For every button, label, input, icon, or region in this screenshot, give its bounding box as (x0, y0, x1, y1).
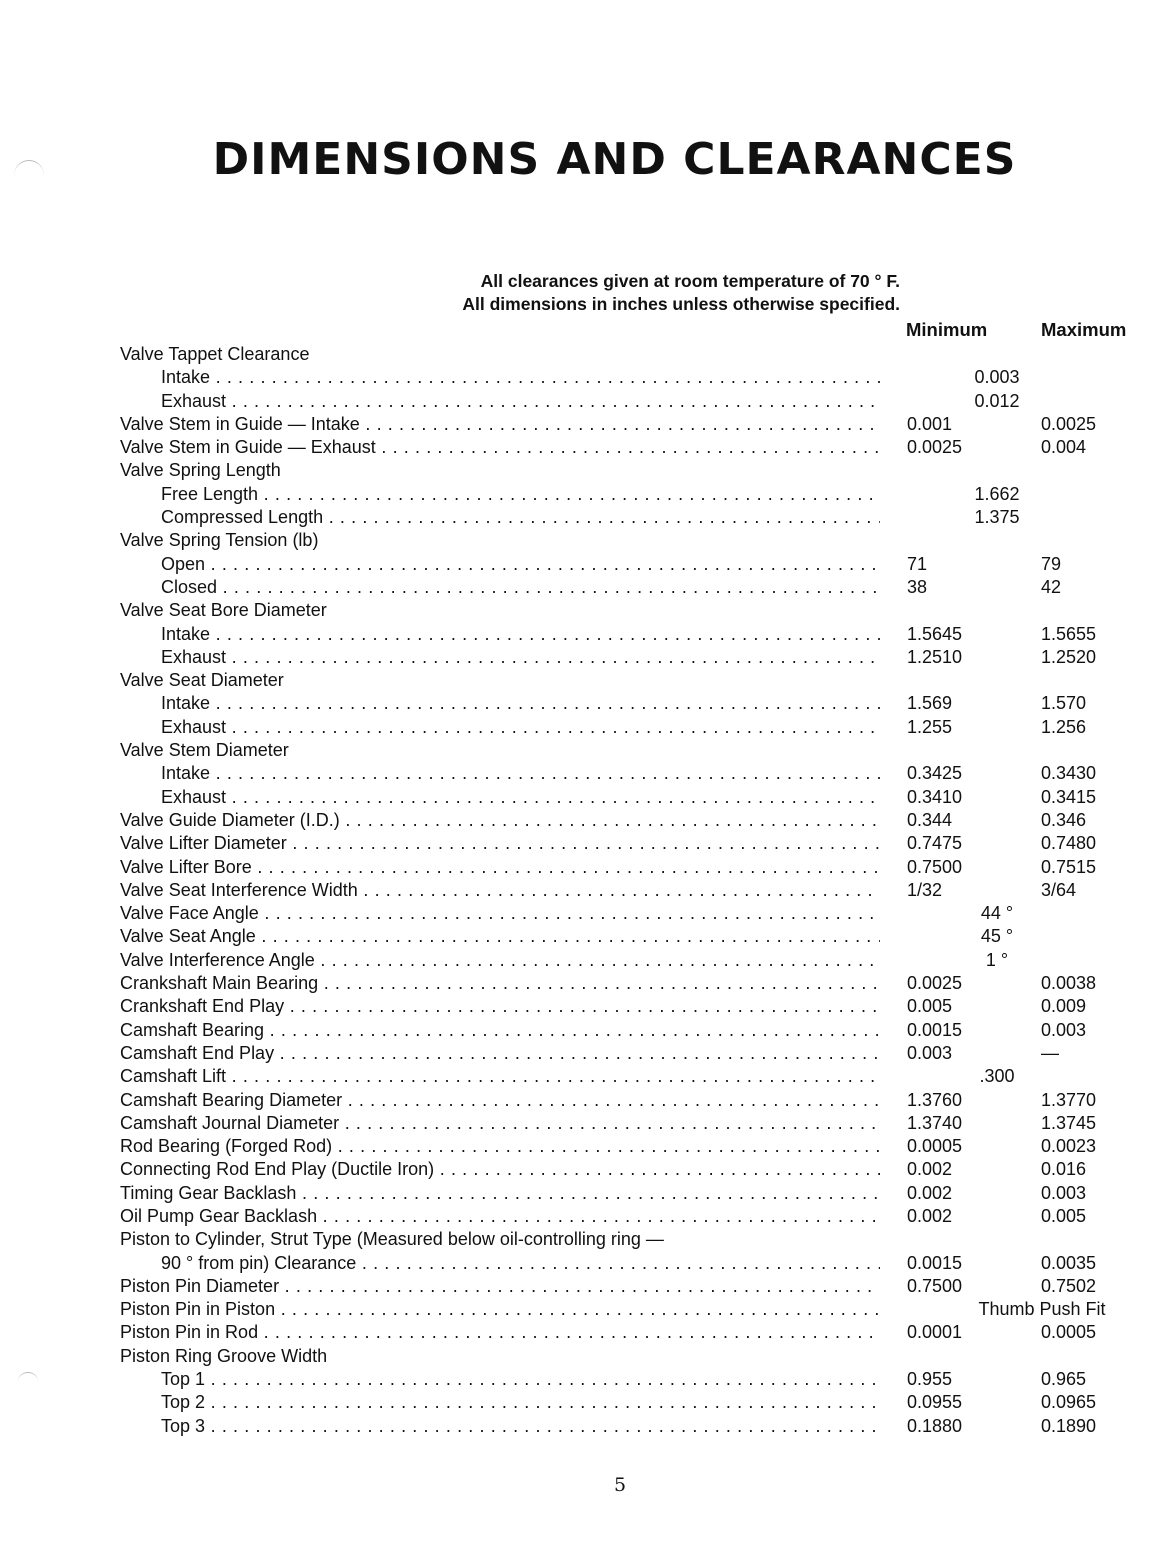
spec-value: 45 ° (980, 926, 1014, 947)
spec-label: Valve Face Angle . . . (120, 902, 880, 925)
spec-max-value: 0.0025 (1041, 413, 1097, 434)
spec-row (120, 1275, 1160, 1298)
spec-label: Valve Stem Diameter (120, 740, 289, 761)
column-header-minimum: Minimum (906, 319, 988, 340)
spec-min-value: 0.003 (907, 1042, 953, 1063)
spec-row (120, 1368, 1160, 1391)
spec-max-value: 0.009 (1041, 996, 1087, 1017)
spec-label: Piston to Cylinder, Strut Type (Measured below oil-controlling ring — (120, 1229, 664, 1250)
spec-label: Valve Tappet Clearance (120, 344, 310, 364)
spec-row (120, 925, 1160, 948)
spec-min-value: 0.7500 (907, 1275, 963, 1296)
spec-row (120, 1228, 1160, 1251)
spec-max-value: — (1041, 1042, 1059, 1063)
spec-min-value: 1.569 (907, 693, 953, 714)
spec-min-value: 1/32 (907, 879, 943, 900)
spec-value: .300 (979, 1066, 1015, 1087)
spec-value: 1 ° (985, 949, 1009, 970)
spec-row (120, 809, 1160, 832)
spec-row (120, 786, 1160, 809)
spec-label: Valve Interference Angle . . . (120, 949, 880, 972)
spec-row (120, 506, 1160, 529)
spec-min-value: 1.5645 (907, 623, 963, 644)
spec-label: Piston Pin Diameter . . . (120, 1275, 880, 1298)
spec-row (120, 1182, 1160, 1205)
spec-label: Intake . . . (161, 762, 880, 785)
spec-min-value: 1.3740 (907, 1112, 963, 1133)
spec-label: Free Length . . . (161, 483, 880, 506)
spec-max-value: 0.7480 (1041, 833, 1097, 854)
spec-min-value: 1.3760 (907, 1089, 963, 1110)
spec-label: Crankshaft Main Bearing . . . (120, 972, 880, 995)
spec-max-value: 0.003 (1041, 1182, 1087, 1203)
spec-row (120, 366, 1160, 389)
spec-max-value: 1.3770 (1041, 1089, 1097, 1110)
spec-max-value: 0.016 (1041, 1159, 1087, 1180)
spec-label: Exhaust . . . (161, 716, 880, 739)
spec-label: Valve Seat Interference Width . . . (120, 879, 880, 902)
spec-min-value: 0.1880 (907, 1415, 963, 1436)
spec-min-value: 0.0001 (907, 1322, 963, 1343)
spec-row (120, 1415, 1160, 1438)
spec-max-value: 79 (1041, 553, 1062, 574)
spec-row (120, 1345, 1160, 1368)
spec-row (120, 623, 1160, 646)
spec-max-value: 3/64 (1041, 879, 1077, 900)
spec-row (120, 762, 1160, 785)
spec-label: Exhaust . . . (161, 390, 880, 413)
spec-row (120, 692, 1160, 715)
spec-label: Top 1 . . . (161, 1368, 880, 1391)
spec-max-value: 0.0038 (1041, 973, 1097, 994)
spec-max-value: 1.256 (1041, 716, 1087, 737)
spec-max-value: 42 (1041, 576, 1062, 597)
spec-row (120, 669, 1160, 692)
spec-label: Valve Stem in Guide — Intake . . . (120, 413, 880, 436)
spec-table (120, 343, 1160, 1438)
spec-max-value: 0.003 (1041, 1019, 1087, 1040)
spec-row (120, 832, 1160, 855)
spec-label: Intake . . . (161, 692, 880, 715)
spec-label: Camshaft Bearing . . . (120, 1019, 880, 1042)
spec-row (120, 1158, 1160, 1181)
spec-min-value: 0.3410 (907, 786, 963, 807)
spec-value: 1.375 (974, 507, 1020, 528)
spec-label: Open . . . (161, 553, 880, 576)
spec-label: Valve Guide Diameter (I.D.) . . . (120, 809, 880, 832)
spec-min-value: 0.7500 (907, 856, 963, 877)
spec-min-value: 1.2510 (907, 646, 963, 667)
spec-row (120, 1019, 1160, 1042)
spec-label: Piston Pin in Piston . . . (120, 1298, 880, 1321)
spec-label: Valve Lifter Diameter . . . (120, 832, 880, 855)
spec-label: 90 ° from pin) Clearance . . . (161, 1252, 880, 1275)
spec-label: Exhaust . . . (161, 786, 880, 809)
spec-row (120, 879, 1160, 902)
spec-label: Intake . . . (161, 366, 880, 389)
spec-label: Top 2 . . . (161, 1391, 880, 1414)
spec-row (120, 739, 1160, 762)
spec-value: 1.662 (974, 483, 1020, 504)
spec-label: Compressed Length . . . (161, 506, 880, 529)
spec-label: Piston Ring Groove Width (120, 1345, 328, 1366)
spec-min-value: 1.255 (907, 716, 953, 737)
spec-label: Valve Seat Diameter (120, 670, 284, 691)
spec-label: Valve Lifter Bore . . . (120, 856, 880, 879)
spec-value: 0.003 (974, 367, 1020, 388)
spec-row (120, 413, 1160, 436)
spec-max-value: 0.0023 (1041, 1136, 1097, 1157)
spec-min-value: 0.002 (907, 1182, 953, 1203)
spec-max-value: 1.2520 (1041, 646, 1097, 667)
page-number: 5 (613, 1474, 627, 1496)
spec-row (120, 483, 1160, 506)
spec-min-value: 0.002 (907, 1205, 953, 1226)
spec-min-value: 0.0015 (907, 1252, 963, 1273)
spec-row (120, 1205, 1160, 1228)
spec-value: 0.012 (974, 390, 1020, 411)
spec-min-value: 0.344 (907, 809, 953, 830)
spec-row (120, 646, 1160, 669)
spec-max-value: 1.570 (1041, 693, 1087, 714)
spec-label: Valve Spring Length (120, 460, 281, 481)
spec-label: Piston Pin in Rod . . . (120, 1321, 880, 1344)
spec-label: Crankshaft End Play . . . (120, 995, 880, 1018)
column-header-maximum: Maximum (1041, 319, 1127, 340)
spec-max-value: 0.3430 (1041, 763, 1097, 784)
spec-label: Valve Stem in Guide — Exhaust . . . (120, 436, 880, 459)
spec-row (120, 995, 1160, 1018)
spec-label: Camshaft End Play . . . (120, 1042, 880, 1065)
spec-max-value: 0.004 (1041, 437, 1087, 458)
spec-row (120, 599, 1160, 622)
spec-label: Closed . . . (161, 576, 880, 599)
spec-min-value: 71 (907, 553, 928, 574)
spec-label: Camshaft Lift . . . (120, 1065, 880, 1088)
spec-row (120, 1298, 1160, 1321)
spec-min-value: 0.0955 (907, 1392, 963, 1413)
spec-min-value: 0.0015 (907, 1019, 963, 1040)
spec-label: Valve Seat Bore Diameter (120, 600, 327, 621)
units-note: All dimensions in inches unless otherwise specified. (462, 294, 900, 314)
spec-label: Timing Gear Backlash . . . (120, 1182, 880, 1205)
spec-row (120, 553, 1160, 576)
spec-max-value: 0.965 (1041, 1369, 1087, 1390)
temperature-note: All clearances given at room temperature of 70 ° F. (480, 271, 900, 291)
spec-label: Top 3 . . . (161, 1415, 880, 1438)
spec-row (120, 1321, 1160, 1344)
spec-row (120, 1135, 1160, 1158)
spec-min-value: 0.7475 (907, 833, 963, 854)
spec-row (120, 1042, 1160, 1065)
spec-min-value: 38 (907, 576, 928, 597)
spec-max-value: 0.7515 (1041, 856, 1097, 877)
spec-min-value: 0.001 (907, 413, 953, 434)
spec-label: Connecting Rod End Play (Ductile Iron) . . . (120, 1158, 880, 1181)
spec-row (120, 949, 1160, 972)
spec-min-value: 0.0005 (907, 1136, 963, 1157)
table-notes (300, 270, 900, 316)
spec-max-value: 1.3745 (1041, 1112, 1097, 1133)
spec-row (120, 1252, 1160, 1275)
spec-row (120, 972, 1160, 995)
spec-row (120, 390, 1160, 413)
spec-min-value: 0.3425 (907, 763, 963, 784)
spec-row (120, 856, 1160, 879)
spec-row (120, 716, 1160, 739)
spec-row (120, 436, 1160, 459)
spec-value: 44 ° (980, 903, 1014, 924)
spec-label: Exhaust . . . (161, 646, 880, 669)
spec-row (120, 1065, 1160, 1088)
spec-row (120, 1391, 1160, 1414)
spec-row (120, 576, 1160, 599)
spec-label: Valve Spring Tension (lb) (120, 530, 319, 551)
spec-label: Valve Seat Angle . . . (120, 925, 880, 948)
spec-max-value: 0.346 (1041, 809, 1087, 830)
spec-max-value: 0.005 (1041, 1205, 1087, 1226)
spec-label: Intake . . . (161, 623, 880, 646)
spec-min-value: 0.002 (907, 1159, 953, 1180)
spec-label: Rod Bearing (Forged Rod) . . . (120, 1135, 880, 1158)
spec-label: Camshaft Journal Diameter . . . (120, 1112, 880, 1135)
spec-label: Oil Pump Gear Backlash . . . (120, 1205, 880, 1228)
spec-max-value: 0.0965 (1041, 1392, 1097, 1413)
spec-row (120, 459, 1160, 482)
scan-artifact (18, 1372, 38, 1391)
spec-min-value: 0.0025 (907, 437, 963, 458)
spec-min-value: 0.0025 (907, 973, 963, 994)
spec-label: Camshaft Bearing Diameter . . . (120, 1089, 880, 1112)
spec-max-value: 0.7502 (1041, 1275, 1097, 1296)
spec-row (120, 1112, 1160, 1135)
spec-max-value: 1.5655 (1041, 623, 1097, 644)
spec-row (120, 343, 1160, 366)
spec-min-value: 0.955 (907, 1369, 953, 1390)
spec-row (120, 1089, 1160, 1112)
page-title: DIMENSIONS AND CLEARANCES (212, 134, 1017, 186)
spec-row (120, 529, 1160, 552)
spec-max-value: 0.1890 (1041, 1415, 1097, 1436)
spec-min-value: 0.005 (907, 996, 953, 1017)
spec-value: Thumb Push Fit (978, 1299, 1106, 1320)
spec-row (120, 902, 1160, 925)
spec-max-value: 0.0005 (1041, 1322, 1097, 1343)
spec-max-value: 0.0035 (1041, 1252, 1097, 1273)
spec-max-value: 0.3415 (1041, 786, 1097, 807)
